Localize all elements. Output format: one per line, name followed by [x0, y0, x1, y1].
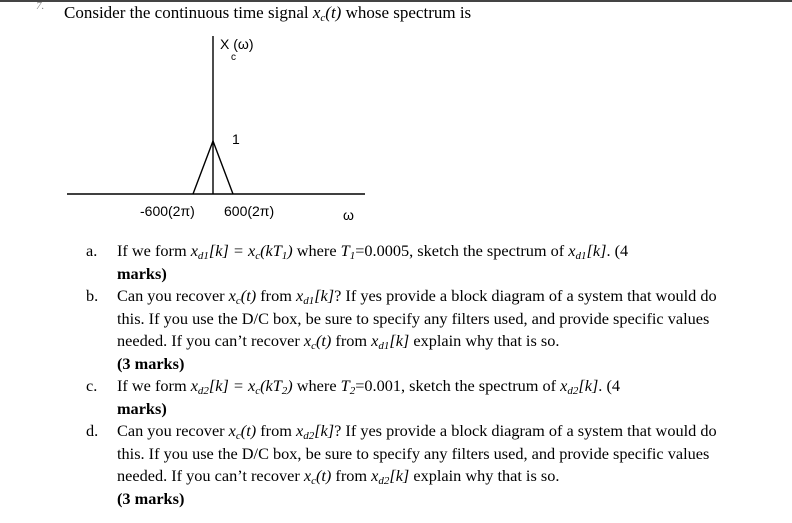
item-marks: marks) [117, 263, 167, 283]
intro-tail: whose spectrum is [345, 3, 472, 22]
question-item-b [86, 285, 746, 375]
question-item-d [86, 420, 746, 510]
y-axis-label: X (ω) [220, 36, 254, 52]
item-label: c. [86, 376, 98, 395]
item-marks: (3 marks) [117, 353, 185, 373]
right-tick-label: 600(2π) [224, 203, 275, 219]
question-item-c [86, 375, 746, 420]
x-axis-label: ω [343, 207, 354, 223]
intro-signal: $x_c(t)$ [312, 3, 342, 24]
peak-value-label: 1 [232, 131, 240, 147]
intro-lead: Consider the continuous time signal [64, 3, 309, 22]
y-axis-label-subscript: c [231, 52, 236, 63]
item-text: Can you recover $x_c(t)$ from $x_{d2}[k]$? If yes provide a block diagram of a system that would do this. If you use the D/C box, be sure to specify any filters used, and provide specific values needed. If you can’t recover $x_c(t)$ from $x_{d2}[k]$ explain why that is so. (3 marks) [117, 421, 717, 508]
left-tick-label: -600(2π) [140, 203, 195, 219]
item-label: b. [86, 286, 99, 305]
question-item-a [86, 240, 746, 285]
item-text: If we form $x_{d1}[k] = x_c(kT_1)$ where $T_1=0.0005$, sketch the spectrum of $x_{d1}[k]$. (4 marks) [117, 241, 629, 283]
item-label: a. [86, 241, 98, 260]
item-label: d. [86, 421, 99, 440]
item-text: Can you recover $x_c(t)$ from $x_{d1}[k]$? If yes provide a block diagram of a system that would do this. If you use the D/C box, be sure to specify any filters used, and provide specific values needed. If you can’t recover $x_c(t)$ from $x_{d1}[k]$ explain why that is so. (3 marks) [117, 286, 717, 373]
item-marks: (3 marks) [117, 488, 185, 508]
item-text: If we form $x_{d2}[k] = x_c(kT_2)$ where $T_2=0.001$, sketch the spectrum of $x_{d2}[k]$. (4 marks) [117, 376, 620, 418]
question-number: 7. [36, 0, 45, 12]
question-list [86, 240, 746, 510]
item-marks: marks) [117, 398, 167, 418]
